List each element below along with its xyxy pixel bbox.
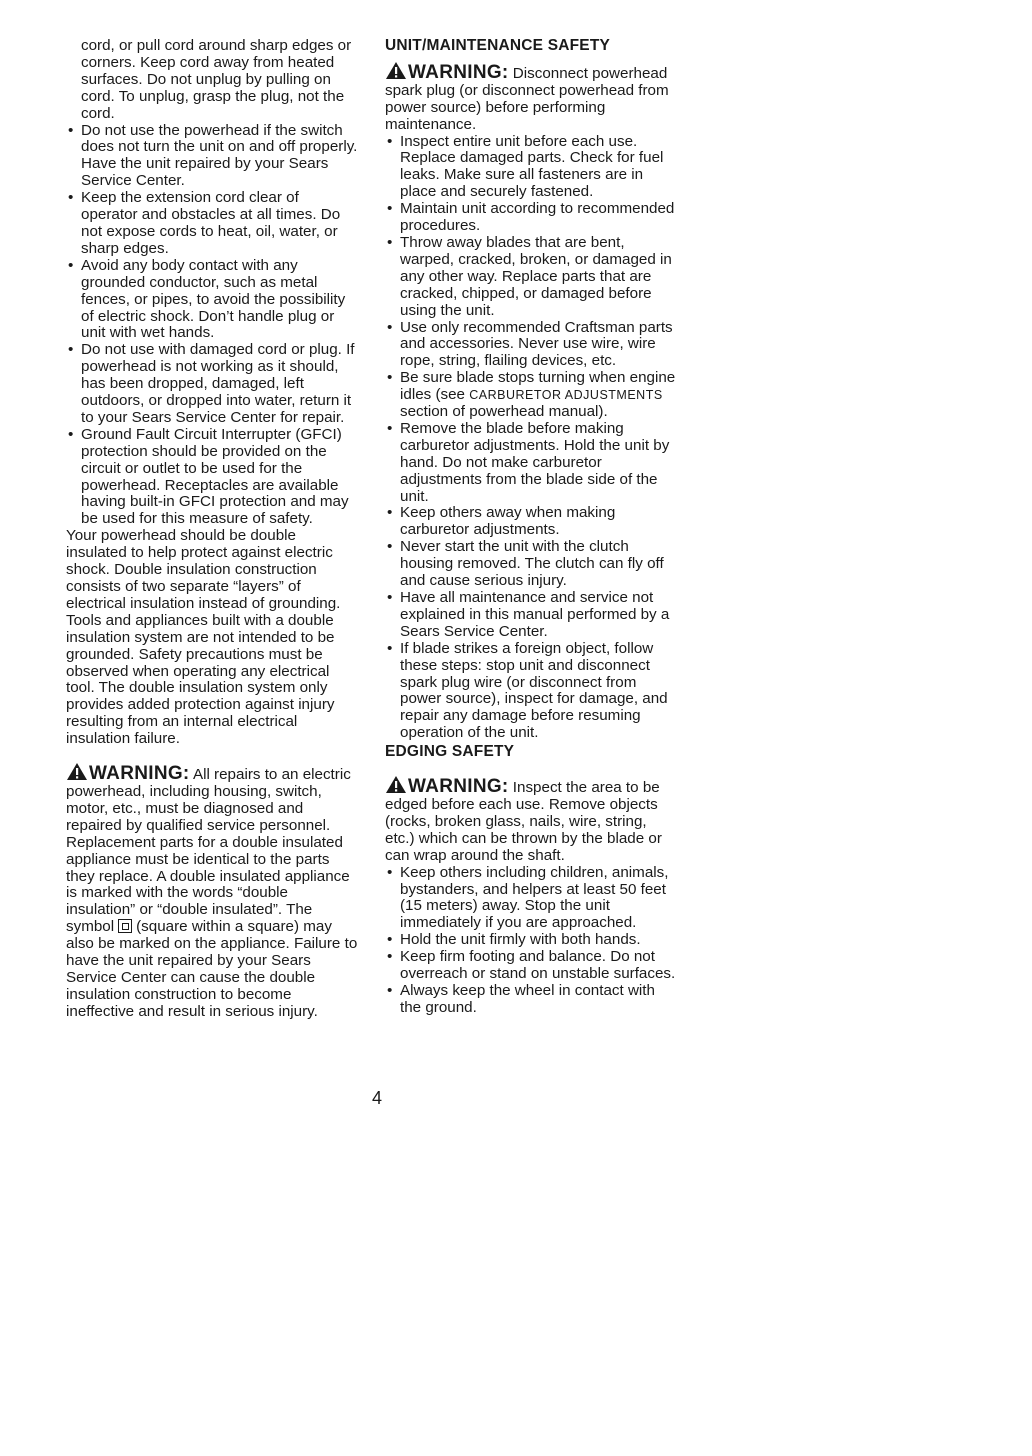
right-column (385, 38, 677, 1017)
list-item: • Keep the extension cord clear of operator and obstacles at all times. Do not expose cords to heat, oil, water, or sharp edges. (66, 190, 358, 258)
left-column (66, 38, 358, 1021)
list-item: • Never start the unit with the clutch housing removed. The clutch can fly off and cause serious injury. (385, 539, 677, 590)
list-item: • Use only recommended Craftsman parts and accessories. Never use wire, wire rope, string, flailing devices, etc. (385, 320, 677, 371)
warning-label: WARNING: (408, 776, 509, 798)
list-item: • Do not use with damaged cord or plug. If powerhead is not working as it should, has been dropped, damaged, left outdoors, or dropped into water, return it to your Sears Service Center for repair. (66, 342, 358, 427)
list-item: • Keep others including children, animals, bystanders, and helpers at least 50 feet (15 meters) away. Stop the unit immediately if you are approached. (385, 865, 677, 933)
edging-safety-heading: EDGING SAFETY (385, 743, 515, 761)
list-item: • Always keep the wheel in contact with the ground. (385, 983, 677, 1017)
idle-text-before: Be sure blade stops turning when engine idles (see (400, 369, 676, 404)
list-item: • Avoid any body contact with any grounded conductor, such as metal fences, or pipes, to avoid the possibility of electric shock. Don’t handle plug or unit with wet hands. (66, 258, 358, 343)
edging-warning (385, 775, 677, 865)
list-item: • Keep others away when making carburetor adjustments. (385, 505, 677, 539)
list-item: • Keep firm footing and balance. Do not overreach or stand on unstable surfaces. (385, 949, 677, 983)
warning-triangle-icon (385, 61, 407, 80)
list-item: • Have all maintenance and service not explained in this manual performed by a Sears Service Center. (385, 590, 677, 641)
repair-warning (66, 762, 358, 1021)
list-item: • Maintain unit according to recommended procedures. (385, 201, 677, 235)
warning-text-part1: All repairs to an electric powerhead, including housing, switch, motor, etc., must be diagnosed and repaired by qualified service personnel. Replacement parts for a double insulated appliance must be identical to the parts they replace. A double insulated appliance is marked with the words “double insulation” or “double insulated”. The symbol (66, 766, 351, 936)
list-item: • If blade strikes a foreign object, follow these steps: stop unit and disconnect spark plug wire (or disconnect from power source), inspect for damage, and repair any damage before resuming operation of the unit. (385, 641, 677, 742)
maintenance-warning (385, 61, 677, 134)
warning-text: Disconnect powerhead spark plug (or disconnect powerhead from power source) before performing maintenance. (385, 64, 669, 133)
list-item: • Remove the blade before making carburetor adjustments. Hold the unit by hand. Do not make carburetor adjustments from the blade side of the unit. (385, 421, 677, 506)
electrical-safety-list (66, 123, 358, 529)
list-item: • Ground Fault Circuit Interrupter (GFCI) protection should be provided on the circuit or outlet to be used for the powerhead. Receptacles are available having built-in GFCI protection and may be used for this measure of safety. (66, 427, 358, 528)
list-item: • Inspect entire unit before each use. Replace damaged parts. Check for fuel leaks. Make sure all fasteners are in place and securely fastened. (385, 134, 677, 202)
unit-maintenance-heading: UNIT/MAINTENANCE SAFETY (385, 37, 611, 54)
idle-text-after: section of powerhead manual). (400, 403, 608, 421)
warning-label: WARNING: (89, 763, 190, 785)
warning-triangle-icon (66, 762, 88, 781)
double-insulation-paragraph: Your powerhead should be double insulated to help protect against electric shock. Double insulation construction consists of two separate “layers” of electrical insulation instead of grounding. Tools and appliances built with a double insulation system are not intended to be grounded. Safety precautions must be observed when operating any electrical tool. The double insulation system only provides added protection against injury resulting from an internal electrical insulation failure. (66, 527, 341, 748)
page-number: 4 (372, 1088, 383, 1108)
double-insulation-symbol-icon (118, 919, 132, 933)
warning-label: WARNING: (408, 61, 509, 83)
warning-text: Inspect the area to be edged before each use. Remove objects (rocks, broken glass, nails, wire, string, etc.) which can be thrown by the blade or can wrap around the shaft. (385, 779, 662, 864)
list-item: • Throw away blades that are bent, warped, cracked, broken, or damaged in any other way. Replace parts that are cracked, chipped, or damaged before using the unit. (385, 235, 677, 320)
continued-text: cord, or pull cord around sharp edges or corners. Keep cord away from heated surfaces. Do not unplug by pulling on cord. To unplug, grasp the plug, not the cord. (81, 37, 352, 122)
warning-text-part2: (square within a square) may also be marked on the appliance. Failure to have the unit repaired by your Sears Service Center can cause the double insulation construction to become ineffective and result in serious injury. (66, 918, 358, 1020)
list-item: • Do not use the powerhead if the switch does not turn the unit on and off properly. Have the unit repaired by your Sears Service Center. (66, 123, 358, 191)
list-item: • Hold the unit firmly with both hands. (385, 932, 677, 949)
maintenance-safety-list (385, 134, 677, 743)
list-item (385, 370, 677, 421)
warning-triangle-icon (385, 775, 407, 794)
edging-safety-list (385, 865, 677, 1017)
carburetor-adjustments-ref: CARBURETOR ADJUSTMENTS (469, 388, 663, 403)
